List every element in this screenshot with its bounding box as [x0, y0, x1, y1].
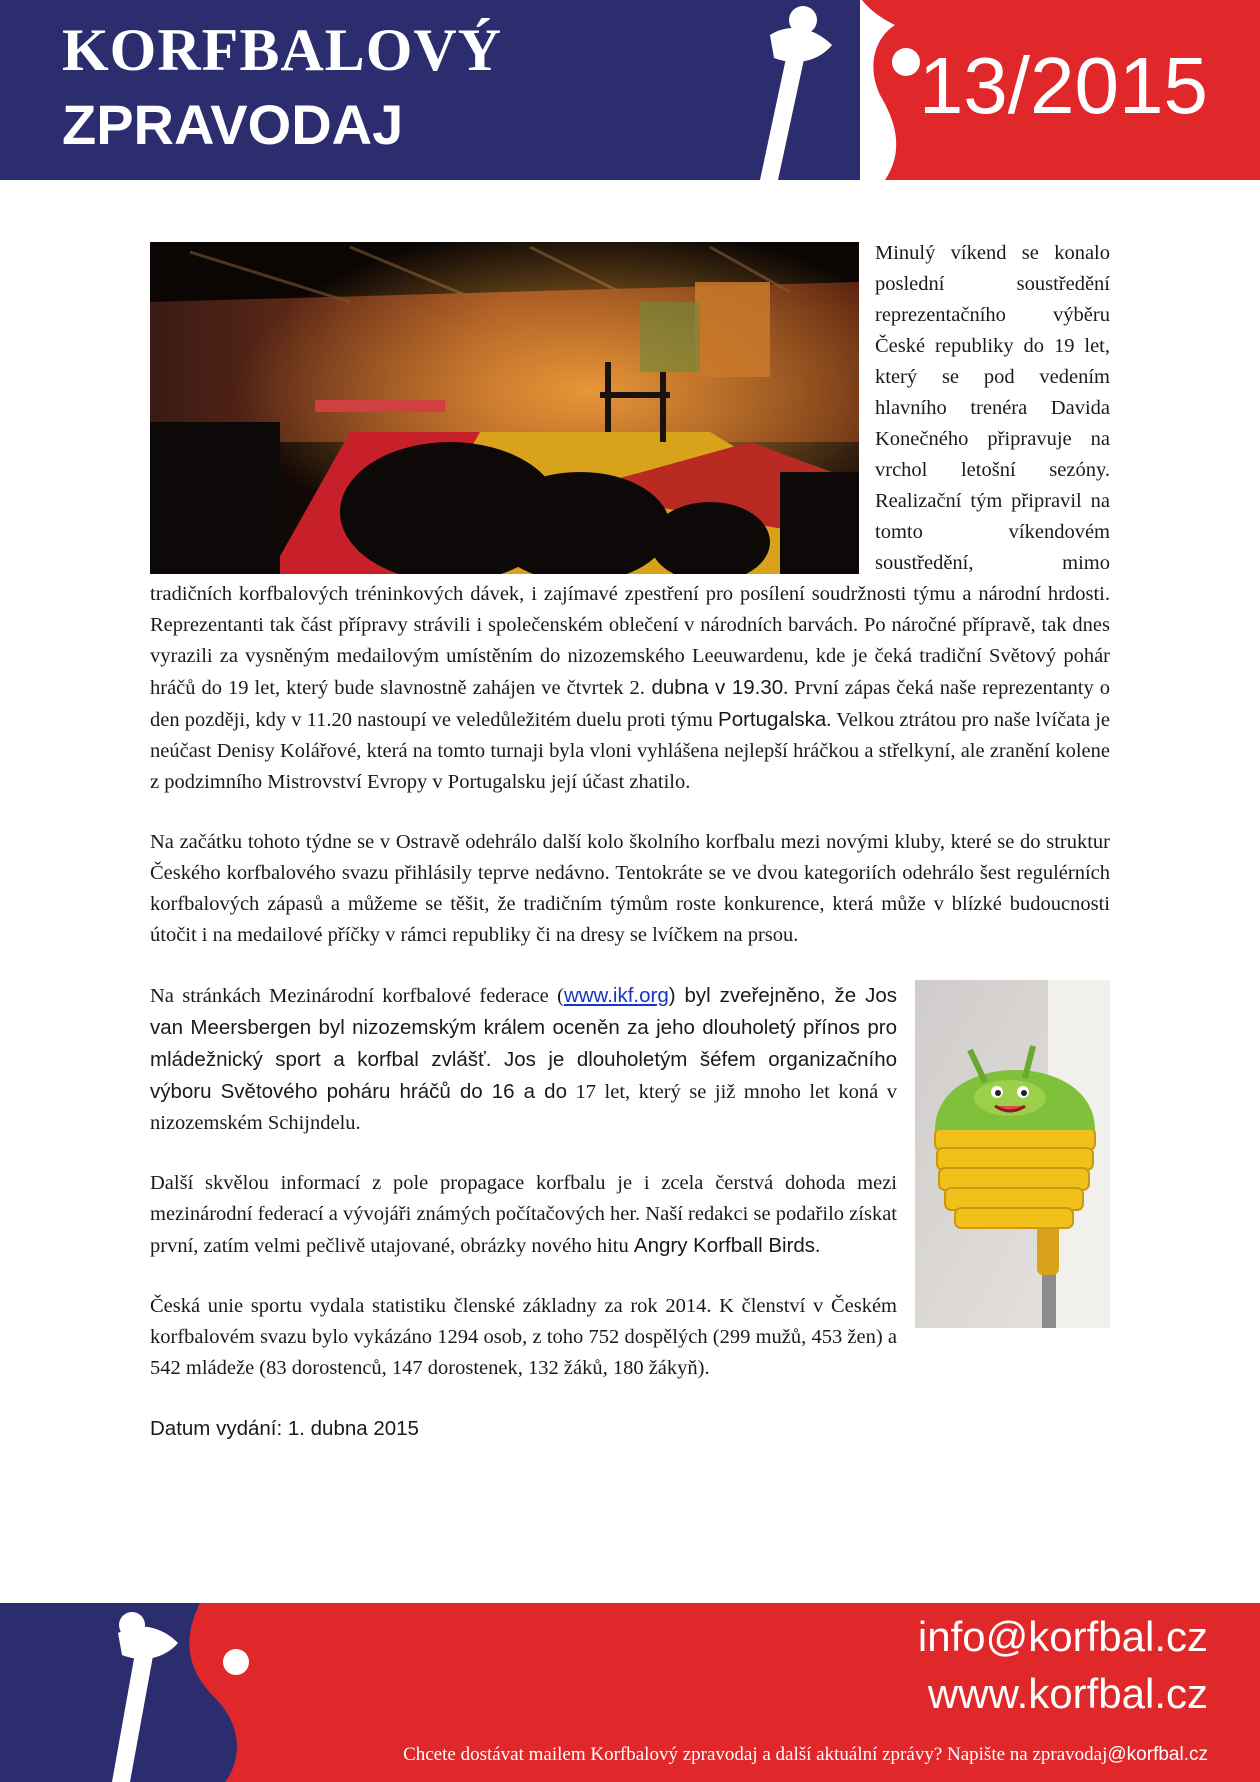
subscribe-note-domain: @korfbal.cz [1107, 1744, 1208, 1765]
p4-text-c: . [815, 1235, 821, 1257]
subscribe-note [403, 1742, 1208, 1768]
article-paragraph-5: Česká unie sportu vydala statistiku členské základny za rok 2014. K členství v Českém korfbalovém svazu bylo vykázáno 1294 osob, z toho 752 dospělých (299 mužů, 453 žen) a 542 mládeže (83 dorostenců, 147 dorostenek, 132 žáků, 180 žákyň). [150, 1295, 897, 1379]
article-paragraph-2: Na začátku tohoto týdne se v Ostravě odehrálo další kolo školního korfbalu mezi novými kluby, které se do struktur Českého korfbalového svazu přihlásily teprve nedávno. Tentokráte se ve dvou kategoriích odehrálo šest regulérních korfbalových zápasů a můžeme se těšit, že tradičním týmům roste konkurence, která může v blízké budoucnosti útočit i na medailové příčky v rámci republiky či na dresy se lvíčkem na prsou. [150, 831, 1110, 946]
p4-text-a: Další skvělou informací z pole propagace korfbalu je i zcela čerstvá dohoda mezi mezinárodní federací a vývojáři známých počítačových her. Naší redakci se podařilo získat první, zatím velmi pečlivě utajované, obrázky nového hitu [150, 1172, 897, 1257]
issue-date: Datum vydání: 1. dubna 2015 [150, 1417, 419, 1440]
ikf-link[interactable]: www.ikf.org [563, 984, 669, 1007]
issue-number: 13/2015 [918, 41, 1208, 130]
p3-text-a: Na stránkách Mezinárodní korfbalové federace ( [150, 985, 564, 1007]
contact-email-link[interactable]: info@korfbal.cz [917, 1613, 1208, 1660]
p1-text-c: . První zápas čeká naše reprezentanty o den později, kdy v 11.20 nastoupí ve veledůležitém duelu proti týmu [150, 677, 1110, 731]
footer [0, 1603, 1260, 1782]
subscribe-note-text: Chcete dostávat mailem Korfbalový zpravodaj a další aktuální zprávy? Napište na zpravodaj [403, 1744, 1108, 1765]
p3-text-b: ) byl zveřejněno, že Jos van Meersbergen byl nizozemským králem oceněn za jeho dlouholetý přínos pro mládežnický sport a korfbal zvlášť. Jos je dlouholetým šéfem organizačního výboru Světového poháru hráčů do [150, 984, 897, 1103]
angry-korfball-bird-photo [915, 980, 1110, 1328]
p4-text-b: Angry Korfball Birds [633, 1234, 816, 1257]
website-link[interactable]: www.korfbal.cz [927, 1670, 1208, 1717]
masthead-title-line1: KORFBALOVÝ [62, 17, 503, 83]
p3-text-c: 16 a do [491, 1080, 567, 1103]
p1-text-a: Minulý víkend se konalo poslední soustředění reprezentačního výběru České republiky do 19 let, který se pod vedením hlavního trenéra Davida Konečného připravuje na vrchol letošní sezóny. Realizační tým připravil na tomto víkendovém soustředění, mimo tradičních korfbalových tréninkových dávek, i zajímavé zpestření pro posílení soudržnosti týmu a národní hrdosti. Reprezentanti tak část přípravy strávili i společenském oblečení v národních barvách. Po náročné přípravě, tak dnes vyrazili za vysněným medailovým umístěním do nizozemského Leeuwardenu, kde je čeká tradiční Světový pohár hráčů do 19 let, který bude slavnostně zahájen ve čtvrtek 2. [150, 242, 1110, 699]
p1-text-b: dubna v 19.30 [644, 676, 784, 699]
masthead-title-line2: ZPRAVODAJ [62, 93, 404, 156]
p3-text-d: 17 let, který se již mnoho let koná v nizozemském Schijndelu. [150, 1081, 898, 1134]
p1-text-d: Portugalska [718, 708, 827, 731]
p1-text-e: . Velkou ztrátou pro naše lvíčata je neúčast Denisy Kolářové, která na tomto turnaji byla vloni vyhlášena nejlepší hráčkou a střelkyní, ale zranění kolene z podzimního Mistrovství Evropy v Portugalsku její účast zhatilo. [150, 709, 1110, 793]
newsletter-body [150, 238, 1110, 1473]
sports-hall-photo [150, 242, 859, 574]
masthead [0, 0, 1260, 180]
